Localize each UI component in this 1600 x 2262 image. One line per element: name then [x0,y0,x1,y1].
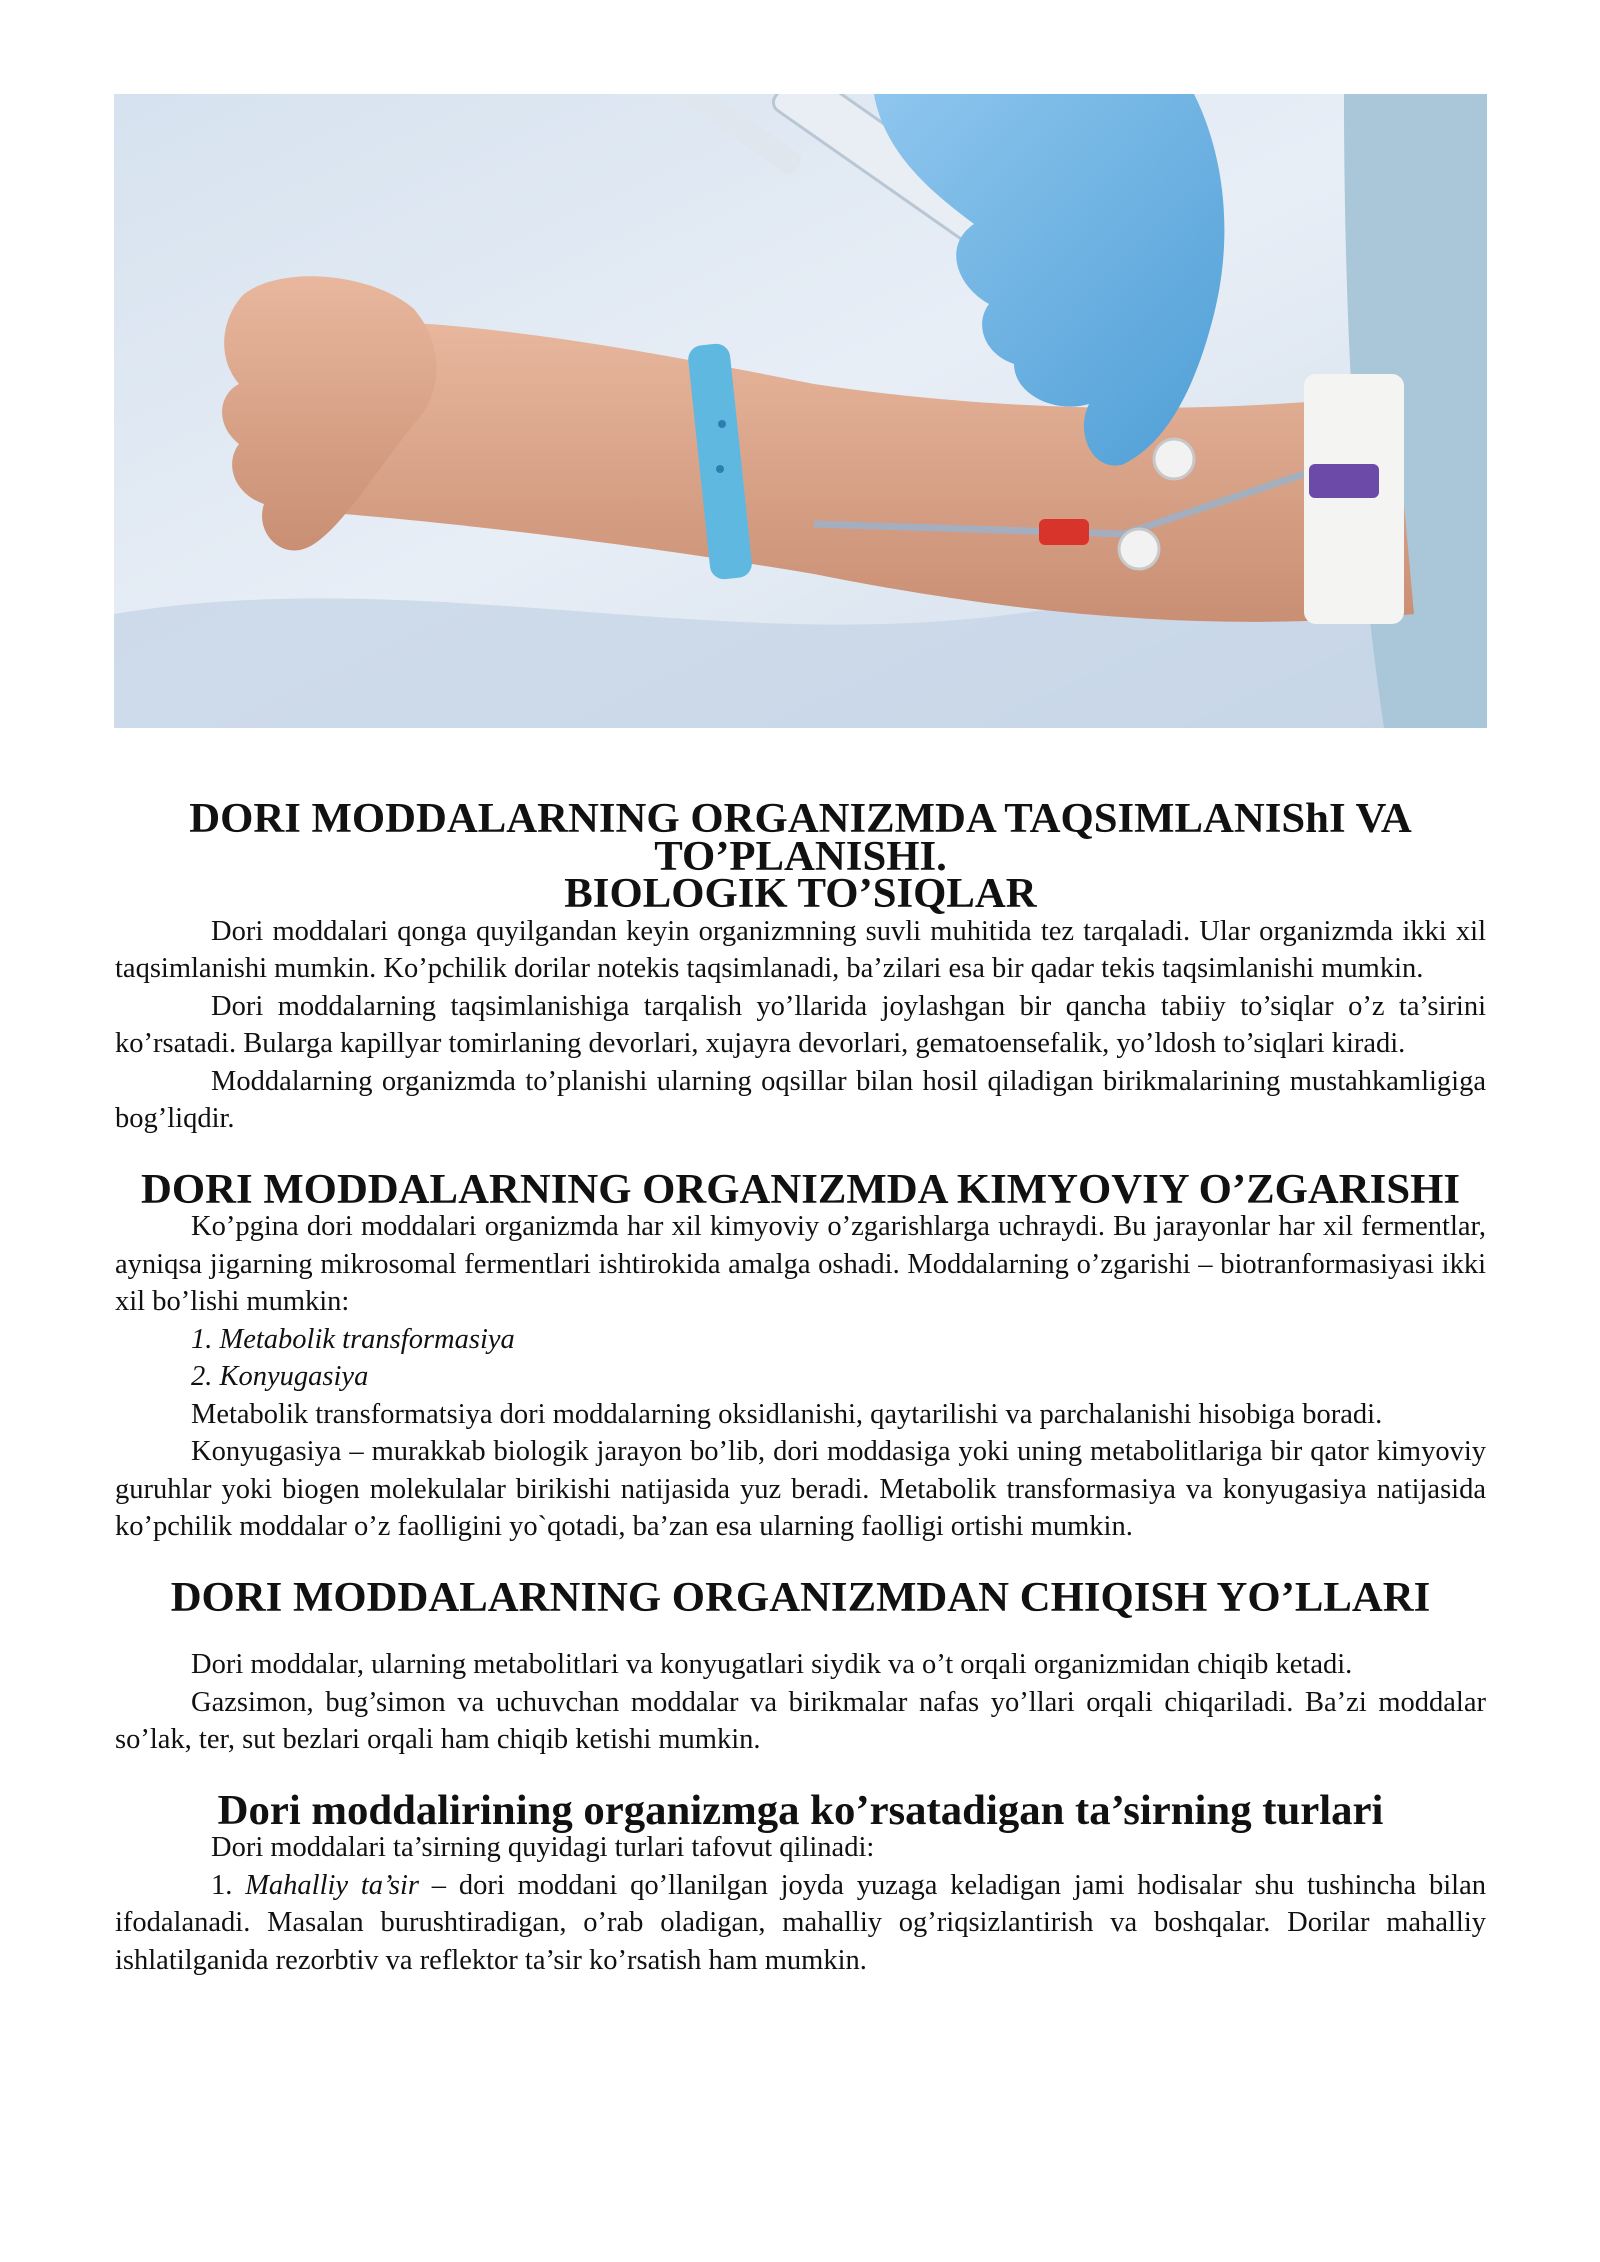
paragraph-local-action [115,1867,1486,1980]
term-local-action: Mahalliy ta’sir [245,1869,419,1901]
valve-2 [1119,529,1159,569]
section-title-excretion: DORI MODDALARNING ORGANIZMDAN CHIQISH YO’LLARI [170,1573,1431,1621]
cannula-hub [1309,464,1379,498]
paragraph: Dori moddalarning taqsimlanishiga tarqalish yo’llarida joylashgan bir qancha tabiiy to’siqlar o’z ta’sirini ko’rsatadi. Bularga kapillyar tomirlaning devorlari, xujayra devorlari, gematoensefalik, yo’ldosh to’siqlari kiradi. [115,990,1486,1059]
iv-photo-illustration [114,94,1487,728]
paragraph: Ko’pgina dori moddalari organizmda har xil kimyoviy o’zgarishlarga uchraydi. Bu jarayonlar har xil fermentlar, ayniqsa jigarning mikrosomal fermentlari ishtirokida amalga oshadi. Moddalarning o’zgarishi – biotranformasiyasi ikki xil bo’lishi mumkin: [115,1211,1486,1317]
section-title-action-types: Dori moddalirining organizmga ko’rsatadigan ta’sirning turlari [217,1786,1384,1834]
paragraph: Dori moddalari ta’sirning quyidagi turlari tafovut qilinadi: [211,1832,875,1863]
paragraph: Dori moddalar, ularning metabolitlari va konyugatlari siydik va o’t orqali organizmidan chiqib ketadi. [191,1649,1353,1680]
section-title-chemical-change: DORI MODDALARNING ORGANIZMDA KIMYOVIY O’ZGARISHI [141,1165,1460,1213]
paragraph: Metabolik transformatsiya dori moddalarning oksidlanishi, qaytarilishi va parchalanishi hisobiga boradi. [191,1398,1383,1430]
list-item: 2. Konyugasiya [191,1361,369,1392]
iv-injection-photo [114,94,1487,728]
valve-1 [1154,439,1194,479]
paragraph: Dori moddalari qonga quyilgandan keyin organizmning suvli muhitida tez tarqaladi. Ular organizmda ikki xil taqsimlanishi mumkin. Ko’pchilik dorilar notekis taqsimlanadi, ba’zilari esa bir qadar tekis taqsimlanishi mumkin. [115,915,1486,984]
section-title-distribution: DORI MODDALARNING ORGANIZMDA TAQSIMLANIShI VA TO’PLANISHI. [189,795,1412,880]
definition-text: – dori moddani qo’llanilgan joyda yuzaga keladigan jami hodisalar shu tushincha bilan ifodalanadi. Masalan burushtiradigan, o’rab oladigan, mahalliy og’riqsizlantirish va boshqalar. Dorilar mahalliy ishlatilganida rezorbtiv va reflektor ta’sir ko’rsatish ham mumkin. [115,1869,1487,1976]
bandage [1304,374,1404,624]
paragraph: Moddalarning organizmda to’planishi ularning oqsillar bilan hosil qiladigan birikmalarining mustahkamligiga bog’liqdir. [115,1065,1486,1134]
paragraph: Gazsimon, bug’simon va uchuvchan moddalar va birikmalar nafas yo’llari orqali chiqariladi. Ba’zi moddalar so’lak, ter, sut bezlari orqali ham chiqib ketishi mumkin. [115,1686,1486,1755]
paragraph: Konyugasiya – murakkab biologik jarayon bo’lib, dori moddasiga yoki uning metabolitlariga bir qator kimyoviy guruhlar yoki biogen molekulalar birikishi natijasida yuz beradi. Metabolik transformasiya va konyugasiya natijasida ko’pchilik moddalar o’z faolligini yo`qotadi, ba’zan esa ularning faolligi ortishi mumkin. [115,1436,1486,1542]
list-number: 1. [211,1869,233,1901]
document-body [115,795,1487,1979]
red-cap [1039,519,1089,545]
list-item: 1. Metabolik transformasiya [191,1323,515,1355]
section-subtitle-biological-barriers: BIOLOGIK TO’SIQLAR [564,870,1037,917]
